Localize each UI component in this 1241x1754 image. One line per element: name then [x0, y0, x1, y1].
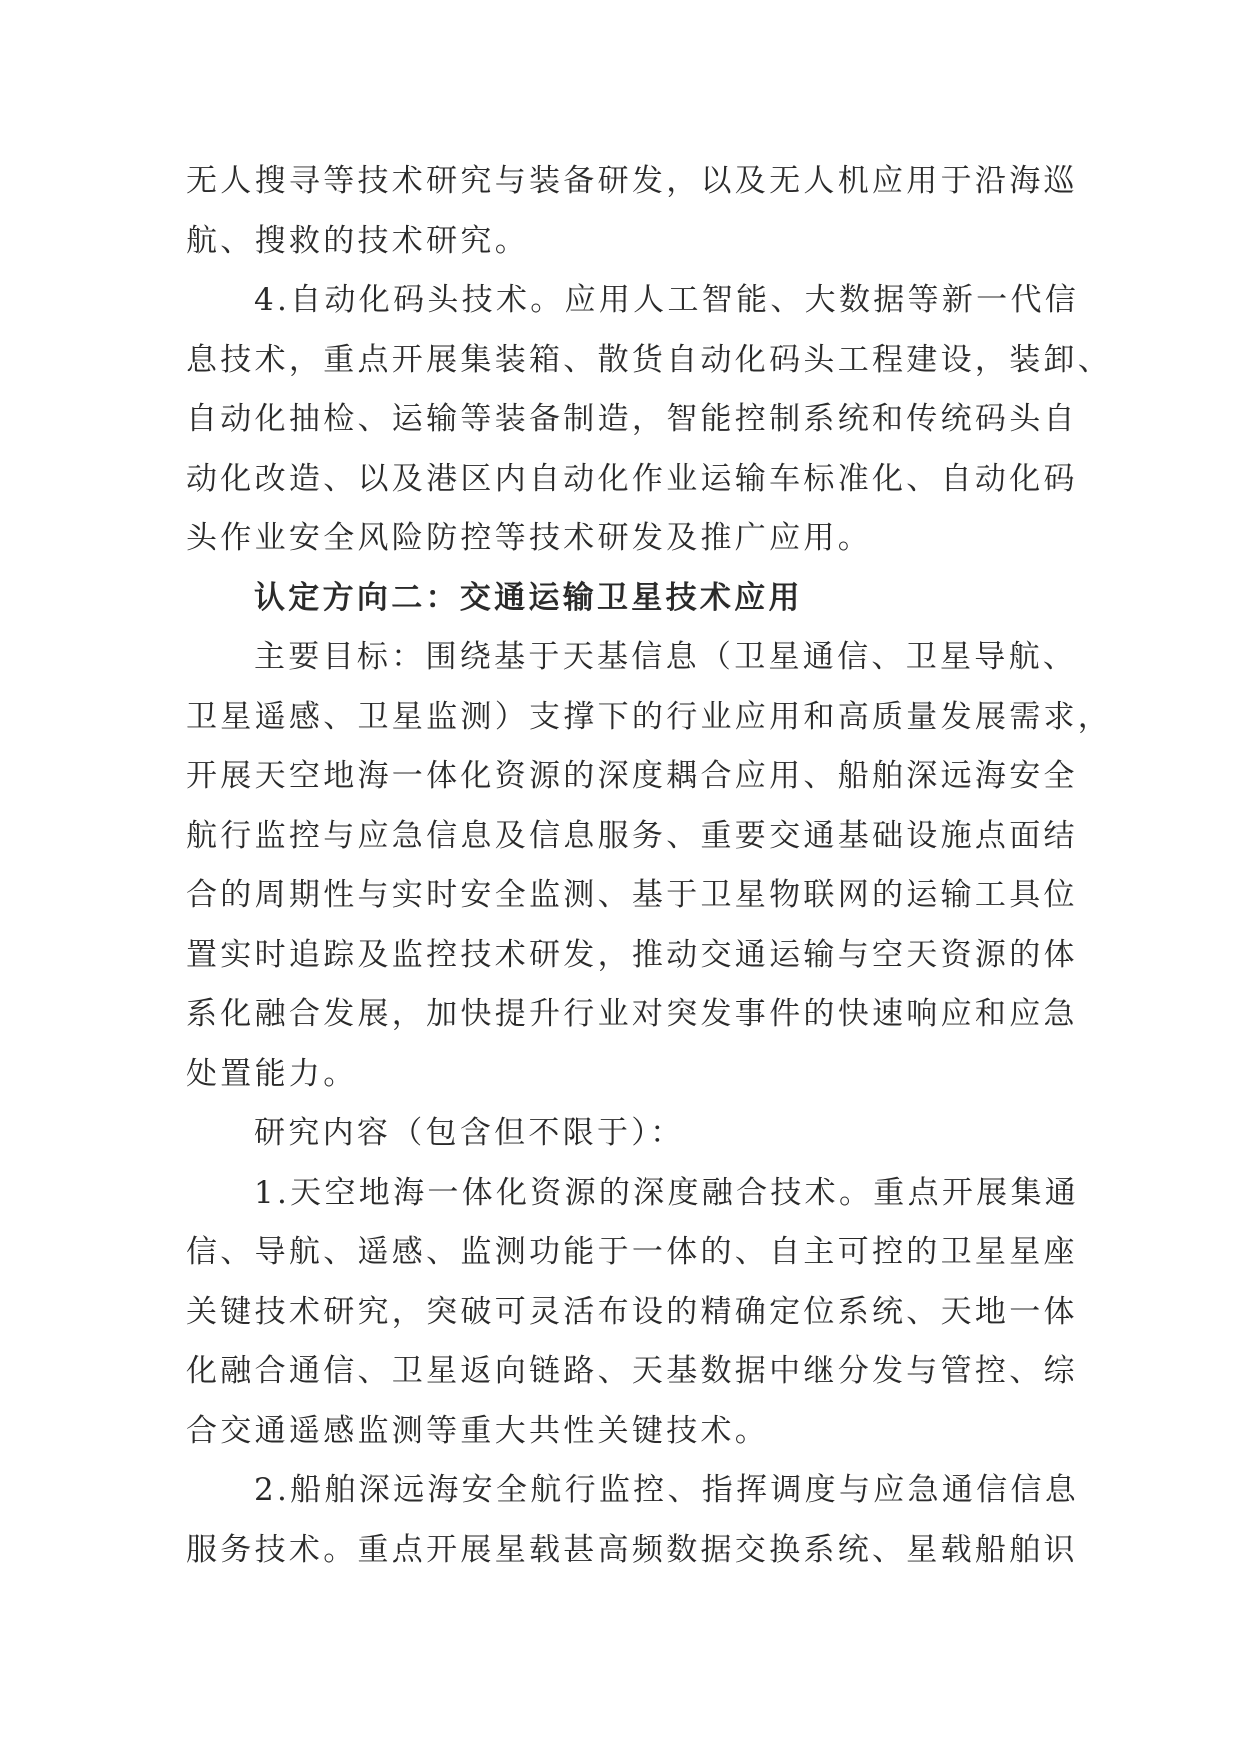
paragraph	[186, 1164, 1086, 1462]
text-line: 服务技术。重点开展星载甚高频数据交换系统、星载船舶识	[186, 1531, 1078, 1568]
text-line: 2.船舶深远海安全航行监控、指挥调度与应急通信信息	[254, 1472, 1080, 1508]
text-line: 自动化抽检、运输等装备制造，智能控制系统和传统码头自	[186, 401, 1078, 437]
text-line: 航行监控与应急信息及信息服务、重要交通基础设施点面结	[186, 817, 1078, 854]
text-line: 置实时追踪及监控技术研发，推动交通运输与空天资源的体	[186, 936, 1078, 973]
text-line: 认定方向二：交通运输卫星技术应用	[254, 579, 803, 616]
text-line: 航、搜救的技术研究。	[186, 222, 529, 259]
text-line: 无人搜寻等技术研究与装备研发，以及无人机应用于沿海巡	[186, 163, 1078, 199]
text-line: 动化改造、以及港区内自动化作业运输车标准化、自动化码	[186, 460, 1078, 497]
document-page	[186, 152, 1113, 1580]
section-heading	[186, 569, 1086, 629]
paragraph	[186, 1461, 1086, 1580]
text-line: 开展天空地海一体化资源的深度耦合应用、船舶深远海安全	[186, 758, 1078, 794]
text-line: 息技术，重点开展集装箱、散货自动化码头工程建设，装卸、	[186, 341, 1113, 378]
text-line: 研究内容（包含但不限于）：	[254, 1115, 685, 1151]
text-line: 4.自动化码头技术。应用人工智能、大数据等新一代信	[254, 282, 1080, 318]
paragraph	[186, 152, 1086, 271]
text-line: 信、导航、遥感、监测功能于一体的、自主可控的卫星星座	[186, 1234, 1078, 1270]
paragraph	[186, 1104, 1086, 1164]
text-line: 合的周期性与实时安全监测、基于卫星物联网的运输工具位	[186, 877, 1078, 913]
text-line: 关键技术研究，突破可灵活布设的精确定位系统、天地一体	[186, 1293, 1078, 1330]
text-line: 头作业安全风险防控等技术研发及推广应用。	[186, 520, 872, 556]
text-line: 合交通遥感监测等重大共性关键技术。	[186, 1412, 770, 1449]
text-line: 主要目标：围绕基于天基信息（卫星通信、卫星导航、	[254, 639, 1078, 675]
text-line: 化融合通信、卫星返向链路、天基数据中继分发与管控、综	[186, 1353, 1078, 1389]
paragraph	[186, 271, 1113, 569]
text-line: 系化融合发展，加快提升行业对突发事件的快速响应和应急	[186, 996, 1078, 1032]
paragraph	[186, 628, 1113, 1104]
text-line: 1.天空地海一体化资源的深度融合技术。重点开展集通	[254, 1174, 1080, 1211]
text-line: 处置能力。	[186, 1055, 358, 1092]
text-line: 卫星遥感、卫星监测）支撑下的行业应用和高质量发展需求，	[186, 698, 1113, 735]
